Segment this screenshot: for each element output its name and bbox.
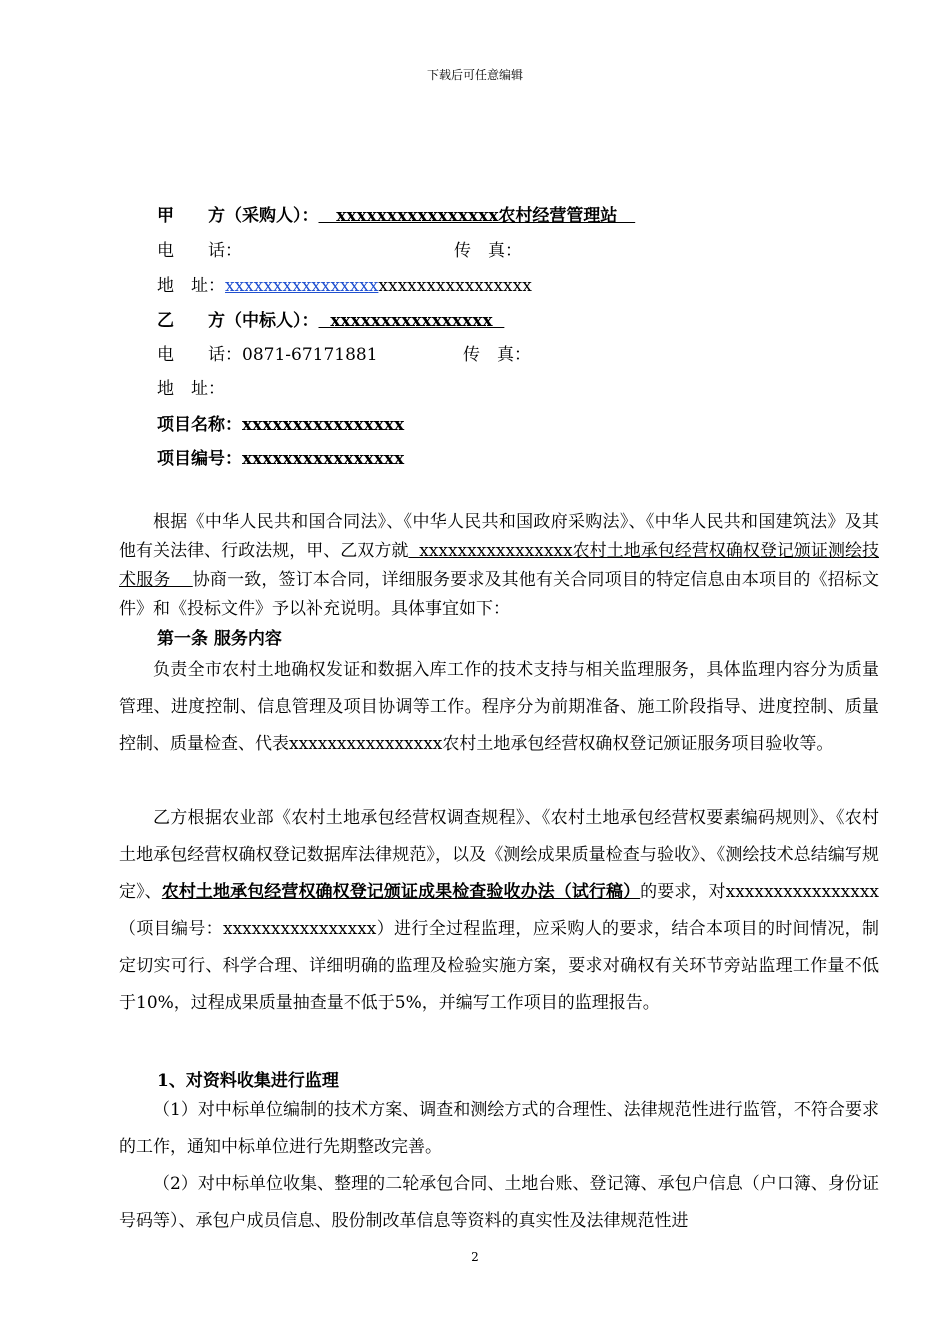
project-name-value: xxxxxxxxxxxxxxxx — [242, 415, 405, 435]
party-b-label: 乙 方（中标人）： — [157, 311, 319, 331]
project-name-label: 项目名称： — [157, 415, 242, 435]
party-a-contact-line — [157, 236, 522, 261]
party-b-contact-line — [157, 340, 531, 365]
party-b-address-label: 地 址： — [157, 379, 225, 399]
section-1-item-1-text: （1）对中标单位编制的技术方案、调查和测绘方式的合理性、法律规范性进行监管，不符合要求的工作，通知中标单位进行先期整改完善。 — [119, 1100, 879, 1157]
intro-paragraph — [119, 508, 879, 624]
article-1-para-2-text-a: 乙方根据农业部《农村土地承包经营权调查规程》、《农村土地承包经营权要素编码规则》、《农村土地承包经营权确权登记数据库法律规范》，以及《测绘成果质量检查与验收》、《测绘技术总结编写规定》、 — [119, 808, 879, 902]
party-b-address-line — [157, 374, 225, 399]
intro-underlined: xxxxxxxxxxxxxxxx农村土地承包经营权确权登记颁证测绘技术服务 — [119, 541, 879, 590]
party-a-line — [157, 201, 635, 226]
party-a-address-rest: xxxxxxxxxxxxxxxx — [378, 276, 532, 296]
party-a-value: xxxxxxxxxxxxxxxx农村经营管理站 — [318, 206, 636, 226]
party-a-address-link[interactable]: xxxxxxxxxxxxxxxx — [225, 276, 379, 296]
party-b-value: xxxxxxxxxxxxxxxx — [318, 311, 505, 331]
section-1-item-2 — [119, 1166, 879, 1240]
party-b-phone-label: 电 话： — [157, 345, 242, 365]
intro-text-2: 协商一致，签订本合同，详细服务要求及其他有关合同项目的特定信息由本项目的《招标文件》和《投标文件》予以补充说明。具体事宜如下： — [119, 570, 880, 619]
project-number-value: xxxxxxxxxxxxxxxx — [242, 449, 405, 469]
article-1-para-1-text: 负责全市农村土地确权发证和数据入库工作的技术支持与相关监理服务，具体监理内容分为质量管理、进度控制、信息管理及项目协调等工作。程序分为前期准备、施工阶段指导、进度控制、质量控制、质量检查、代表xxxxxxxxxxxxxxxx农村土地承包经营权确权登记颁证服务项目验收等。 — [119, 660, 879, 754]
party-a-address-label: 地 址： — [157, 276, 225, 296]
project-number-line — [157, 444, 404, 469]
article-1-para-1 — [119, 652, 879, 763]
section-1-title: 1、对资料收集进行监理 — [157, 1071, 339, 1091]
party-a-phone-label: 电 话： — [157, 241, 242, 261]
article-1-para-2-bold: 农村土地承包经营权确权登记颁证成果检查验收办法（试行稿） — [161, 882, 641, 902]
article-1-para-2-text-b: 的要求，对xxxxxxxxxxxxxxxx（项目编号：xxxxxxxxxxxxxxxx）进行全过程监理，应采购人的要求，结合本项目的时间情况，制定切实可行、科学合理、详细明确的监理及检验实施方案，要求对确权有关环节旁站监理工作量不低于10%，过程成果质量抽查量不低于5%，并编写工作项目的监理报告。 — [119, 882, 879, 1013]
party-a-address-line — [157, 271, 532, 296]
party-b-phone-value: 0871-67171881 — [242, 345, 378, 365]
party-a-fax-label: 传 真： — [454, 241, 522, 261]
intro-text-1: 根据《中华人民共和国合同法》、《中华人民共和国政府采购法》、《中华人民共和国建筑法》及其他有关法律、行政法规，甲、乙双方就 — [119, 512, 879, 561]
section-1-item-1 — [119, 1092, 879, 1166]
article-1-title: 第一条 服务内容 — [157, 629, 282, 649]
section-1-item-2-text: （2）对中标单位收集、整理的二轮承包合同、土地台账、登记簿、承包户信息（户口簿、身份证号码等）、承包户成员信息、股份制改革信息等资料的真实性及法律规范性进 — [119, 1174, 879, 1231]
party-b-fax-label: 传 真： — [463, 345, 531, 365]
page-header: 下载后可任意编辑 — [426, 68, 523, 82]
project-name-line — [157, 410, 404, 435]
party-b-line — [157, 306, 504, 331]
article-1-para-2 — [119, 800, 879, 1022]
party-a-label: 甲 方（采购人）： — [157, 206, 319, 226]
project-number-label: 项目编号： — [157, 449, 242, 469]
page-number: 2 — [471, 1250, 479, 1264]
